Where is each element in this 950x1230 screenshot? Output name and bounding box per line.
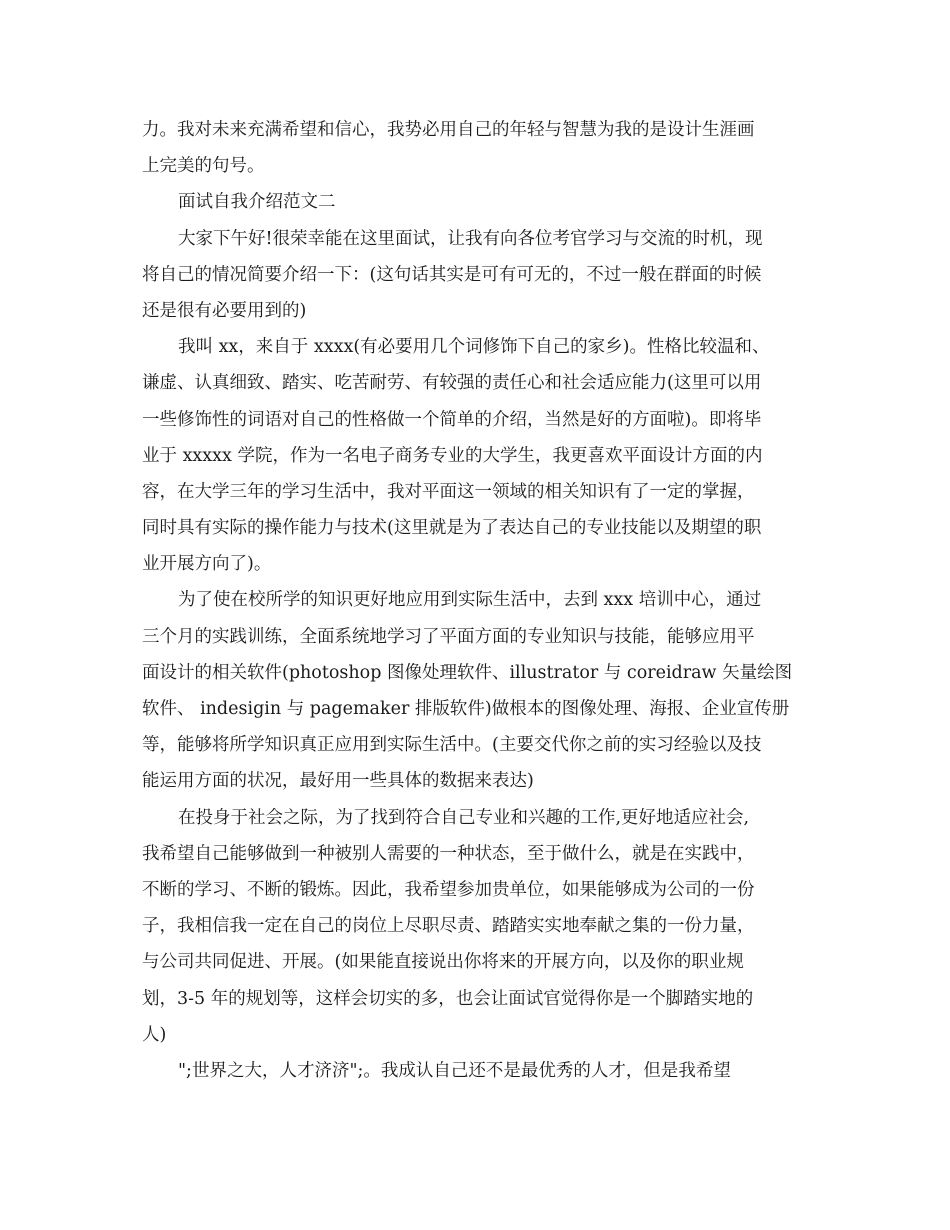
text-line-4: 大家下午好!很荣幸能在这里面试，让我有向各位考官学习与交流的时机，现 bbox=[178, 228, 763, 249]
text-line-1: 力。我对未来充满希望和信心，我势必用自己的年轻与智慧为我的是设计生涯画 bbox=[142, 120, 755, 140]
text-line-24: 与公司共同促进、开展。(如果能直接说出你将来的开展方向，以及你的职业规 bbox=[142, 952, 744, 973]
text-line-2: 上完美的句号。 bbox=[142, 156, 265, 177]
text-line-13: 业开展方向了)。 bbox=[142, 554, 272, 575]
text-line-14: 为了使在校所学的知识更好地应用到实际生活中，去到 xxx 培训中心，通过 bbox=[178, 590, 762, 611]
document-body bbox=[142, 112, 818, 1089]
text-line-22: 不断的学习、不断的锻炼。因此，我希望参加贵单位，如果能够成为公司的一份 bbox=[142, 879, 755, 900]
text-line-19: 能运用方面的状况，最好用一些具体的数据来表达) bbox=[142, 771, 534, 792]
text-line-6: 还是很有必要用到的) bbox=[142, 300, 307, 321]
text-line-18: 等，能够将所学知识真正应用到实际生活中。(主要交代你之前的实习经验以及技 bbox=[142, 735, 762, 756]
section-heading: 面试自我介绍范文二 bbox=[178, 192, 336, 213]
text-line-21: 我希望自己能够做到一种被别人需要的一种状态，至于做什么，就是在实践中， bbox=[142, 843, 755, 864]
text-line-10: 业于 xxxxx 学院，作为一名电子商务专业的大学生，我更喜欢平面设计方面的内 bbox=[142, 445, 763, 466]
text-line-9: 一些修饰性的词语对自己的性格做一个简单的介绍，当然是好的方面啦)。即将毕 bbox=[142, 409, 762, 430]
text-line-11: 容，在大学三年的学习生活中，我对平面这一领域的相关知识有了一定的掌握， bbox=[142, 481, 755, 502]
text-line-8: 谦虚、认真细致、踏实、吃苦耐劳、有较强的责任心和社会适应能力(这里可以用 bbox=[142, 373, 762, 394]
text-line-23: 子，我相信我一定在自己的岗位上尽职尽责、踏踏实实地奉献之集的一份力量， bbox=[142, 916, 755, 937]
text-line-15: 三个月的实践训练，全面系统地学习了平面方面的专业知识与技能，能够应用平 bbox=[142, 626, 755, 647]
text-line-27: ";世界之大，人才济济";。我成认自己还不是最优秀的人才，但是我希望 bbox=[178, 1060, 731, 1081]
text-line-16: 面设计的相关软件(photoshop 图像处理软件、illustrator 与 coreidraw 矢量绘图 bbox=[142, 662, 793, 683]
text-line-26: 人) bbox=[142, 1024, 167, 1045]
text-line-12: 同时具有实际的操作能力与技术(这里就是为了表达自己的专业技能以及期望的职 bbox=[142, 518, 762, 539]
text-line-25: 划，3-5 年的规划等，这样会切实的多，也会让面试官觉得你是一个脚踏实地的 bbox=[142, 988, 754, 1009]
text-line-20: 在投身于社会之际，为了找到符合自己专业和兴趣的工作,更好地适应社会, bbox=[178, 807, 750, 828]
text-line-7: 我叫 xx，来自于 xxxx(有必要用几个词修饰下自己的家乡)。性格比较温和、 bbox=[178, 337, 770, 358]
text-line-5: 将自己的情况简要介绍一下：(这句话其实是可有可无的，不过一般在群面的时候 bbox=[142, 264, 762, 285]
text-line-17: 软件、 indesigin 与 pagemaker 排版软件)做根本的图像处理、海报、企业宣传册 bbox=[142, 699, 790, 719]
